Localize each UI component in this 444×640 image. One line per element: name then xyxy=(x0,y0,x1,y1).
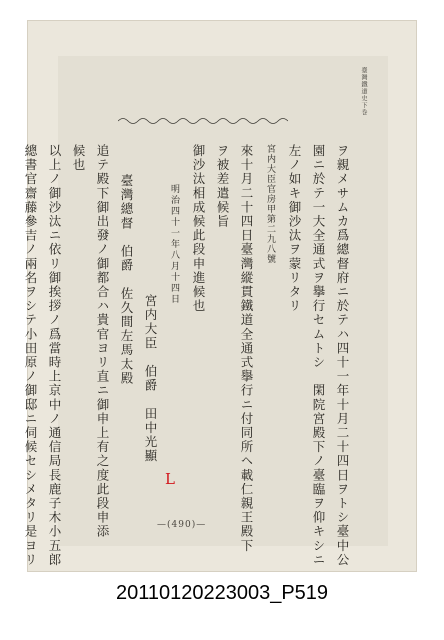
text-line: 以上ノ御沙汰ニ依リ御挨拶ノ爲當時上京中ノ通信局長鹿子木小五郎 xyxy=(47,144,62,567)
red-annotation-mark: L xyxy=(165,470,175,488)
text-line: ヲ被差遣候旨 xyxy=(215,144,230,229)
text-line: 御沙汰相成候此段申進候也 xyxy=(191,144,206,314)
text-line: ヲ親メサムカ爲總督府ニ於テハ四十一年十月二十四日ヲトシ臺中公 xyxy=(335,144,350,567)
text-line: 來十月二十四日臺灣縱貫鐵道全通式擧行ニ付同所ヘ載仁親王殿下 xyxy=(239,144,254,553)
text-line: 園ニ於テ一大全通式ヲ擧行セムトシ 閑院宮殿下ノ臺臨ヲ仰キシニ xyxy=(311,144,326,567)
running-header: 臺灣鐵道史下巻 xyxy=(360,67,367,116)
text-line: 左ノ如キ御沙汰ヲ蒙リタリ xyxy=(287,144,302,314)
image-caption: 20110120223003_P519 xyxy=(115,582,329,604)
signature-sender: 宮内大臣 伯爵 田中光顯 xyxy=(143,294,158,464)
text-line: 候也 xyxy=(71,144,86,173)
signature-recipient: 臺灣總督 伯爵 佐久間左馬太殿 xyxy=(119,174,134,386)
document-number: 宮内大臣官房甲第二九八號 xyxy=(265,144,275,264)
text-line: 總書官齋藤參吉ノ兩名ヲシテ小田原ノ御邸ニ伺候セシメタリ是ヨリ xyxy=(23,144,38,567)
wavy-rule xyxy=(118,116,288,126)
page-number: —(490)— xyxy=(157,520,207,530)
document-page xyxy=(23,56,388,567)
date-line: 明治四十一年八月十四日 xyxy=(169,184,179,305)
text-line: 追テ殿下御出發ノ御都合ハ貴官ヨリ直ニ御申上有之度此段申添 xyxy=(95,144,110,539)
